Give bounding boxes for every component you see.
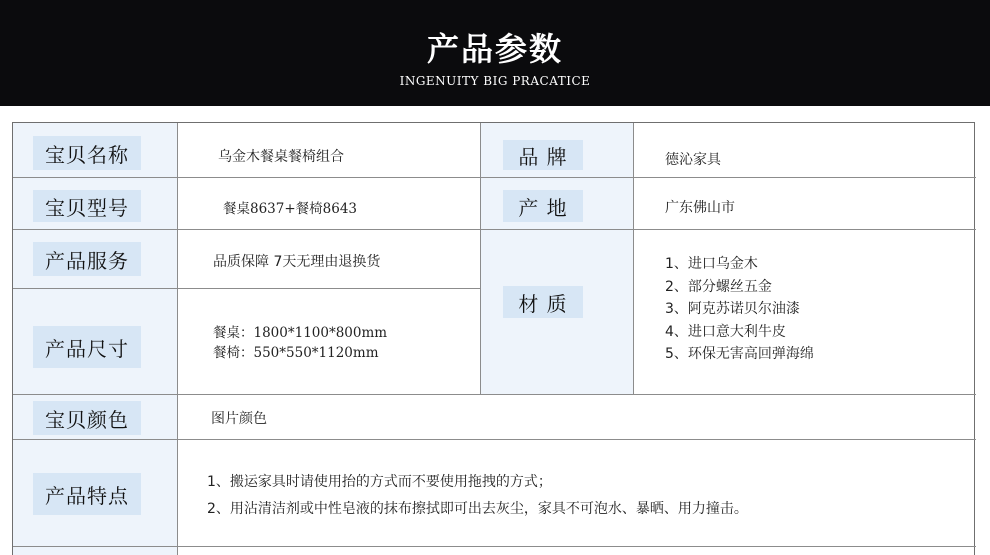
page-subtitle: INGENUITY BIG PRACATICE (399, 74, 591, 88)
material-item: 1、进口乌金木 (665, 256, 758, 272)
value-size (213, 323, 387, 363)
value-origin: 广东佛山市 (665, 200, 735, 216)
material-item: 3、阿克苏诺贝尔油漆 (665, 301, 800, 317)
row-divider (13, 439, 976, 440)
label-brand: 品 牌 (503, 140, 583, 170)
material-item: 4、进口意大利牛皮 (665, 323, 786, 340)
feature-line: 1、搬运家具时请使用抬的方式而不要使用拖拽的方式； (207, 474, 552, 490)
label-features: 产品特点 (33, 473, 141, 515)
row-divider (13, 288, 480, 289)
row-divider (13, 177, 976, 178)
value-model: 餐桌8637+餐椅8643 (223, 201, 358, 217)
value-product-name: 乌金木餐桌餐椅组合 (218, 149, 344, 165)
page-title: 产品参数 (426, 30, 563, 68)
material-item: 5、环保无害高回弹海绵 (665, 346, 814, 362)
label-origin: 产 地 (503, 190, 583, 222)
label-model: 宝贝型号 (33, 190, 141, 222)
label-color: 宝贝颜色 (33, 401, 141, 435)
row-divider (13, 394, 976, 395)
feature-line: 2、用沾清洁剂或中性皂液的抹布擦拭即可出去灰尘，家具不可泡水、暴晒、用力撞击。 (207, 501, 748, 517)
col-divider (633, 123, 634, 394)
label-product-name: 宝贝名称 (33, 136, 141, 170)
label-size: 产品尺寸 (33, 326, 141, 368)
col-divider (480, 123, 481, 394)
material-item: 2、部分螺丝五金 (665, 278, 772, 295)
size-line: 餐桌：1800*1100*800mm (213, 325, 388, 341)
value-material-list (665, 253, 814, 366)
size-line: 餐椅：550*550*1120mm (213, 345, 379, 361)
label-service: 产品服务 (33, 242, 141, 276)
value-features (207, 469, 748, 523)
row-divider (13, 229, 976, 230)
page-header (0, 0, 990, 106)
row-divider (13, 546, 976, 547)
label-material: 材 质 (503, 286, 583, 318)
col-divider (177, 123, 178, 555)
spec-table (12, 122, 975, 555)
value-color: 图片颜色 (211, 411, 267, 427)
value-service: 品质保障 7天无理由退换货 (213, 254, 381, 270)
value-brand: 德沁家具 (665, 152, 721, 168)
